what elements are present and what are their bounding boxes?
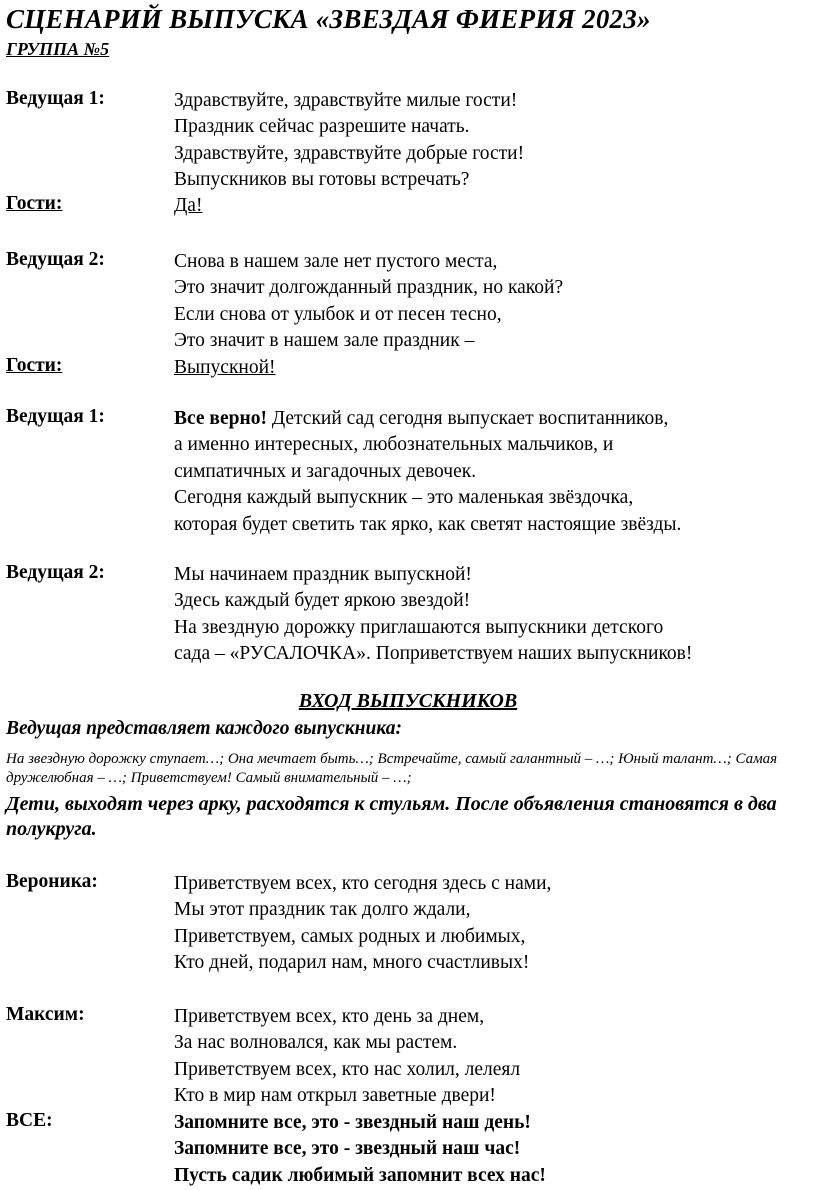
- speech-line: Приветствуем всех, кто нас холил, лелеял: [174, 1058, 521, 1080]
- speech-line: сада – «РУСАЛОЧКА». Поприветствуем наших выпускников!: [174, 643, 693, 665]
- speech-line: Выпускников вы готовы встречать?: [174, 169, 470, 191]
- speaker-label: Ведущая 1:: [6, 406, 105, 427]
- speech-line: Сегодня каждый выпускник – это маленькая звёздочка,: [174, 487, 634, 509]
- emphasis-text: Все верно!: [174, 408, 267, 429]
- speech-lines: [174, 871, 551, 977]
- speech-line: Здравствуйте, здравствуйте добрые гости!: [174, 142, 525, 164]
- speech-line: Если снова от улыбок и от песен тесно,: [174, 303, 502, 325]
- speech-lines: [174, 88, 524, 194]
- speech-line: Приветствуем, самых родных и любимых,: [174, 925, 526, 947]
- speech-line: которая будет светить так ярко, как светят настоящие звёзды.: [174, 513, 682, 535]
- speech-line: Пусть садик любимый запомнит всех нас!: [174, 1164, 546, 1186]
- speaker-label: Максим:: [6, 1004, 85, 1025]
- speech-line: Запомните все, это - звездный наш день!: [174, 1112, 531, 1133]
- speech-line: Запомните все, это - звездный наш час!: [174, 1138, 521, 1160]
- speech-line: Здравствуйте, здравствуйте милые гости!: [174, 90, 518, 111]
- speech-lines: [174, 406, 681, 538]
- speech-line: Приветствуем всех, кто сегодня здесь с нами,: [174, 873, 552, 894]
- group-subtitle: ГРУППА №5: [6, 39, 110, 59]
- speech-lines: [174, 249, 563, 355]
- section-heading: ВХОД ВЫПУСКНИКОВ: [298, 690, 518, 712]
- speech-line: Мы этот праздник так долго ждали,: [174, 899, 471, 921]
- speech-line: Это значит долгожданный праздник, но какой?: [174, 277, 564, 299]
- stage-direction: Ведущая представляет каждого выпускника:: [6, 718, 402, 739]
- speech-lines: [174, 355, 276, 381]
- speech-line: На звездную дорожку приглашаются выпускники детского: [174, 616, 664, 638]
- speaker-label: ВСЕ:: [6, 1110, 53, 1131]
- speech-lines: [174, 193, 202, 219]
- speech-line: [174, 406, 681, 432]
- speech-line: Это значит в нашем зале праздник –: [174, 330, 475, 352]
- stage-direction: Дети, выходят через арку, расходятся к стульям. После объявления становятся в два полукруга.: [6, 793, 777, 840]
- speaker-label: Гости:: [6, 355, 63, 376]
- speech-lines: [174, 1004, 520, 1110]
- speech-lines: [174, 1110, 546, 1189]
- speech-line: Кто дней, подарил нам, много счастливых!: [174, 952, 530, 974]
- speech-line: Снова в нашем зале нет пустого места,: [174, 251, 498, 272]
- speech-line: симпатичных и загадочных девочек.: [174, 460, 477, 482]
- speech-line: а именно интересных, любознательных мальчиков, и: [174, 434, 614, 456]
- speaker-label: Вероника:: [6, 871, 98, 892]
- speech-line: Приветствуем всех, кто день за днем,: [174, 1006, 485, 1027]
- speech-line: Да!: [174, 195, 203, 216]
- speech-line: Кто в мир нам открыл заветные двери!: [174, 1085, 496, 1107]
- page-title: СЦЕНАРИЙ ВЫПУСКА «ЗВЕЗДАЯ ФИЕРИЯ 2023»: [6, 4, 651, 34]
- speech-line: Здесь каждый будет яркою звездой!: [174, 590, 471, 612]
- speech-line: Мы начинаем праздник выпускной!: [174, 564, 472, 585]
- speaker-label: Ведущая 2:: [6, 249, 105, 270]
- speech-text: Детский сад сегодня выпускает воспитанников,: [266, 408, 669, 429]
- speaker-label: Ведущая 1:: [6, 88, 105, 109]
- speech-lines: [174, 562, 692, 668]
- speech-line: За нас волновался, как мы растем.: [174, 1032, 458, 1054]
- speech-line: Выпускной!: [174, 357, 276, 378]
- stage-direction-phrases: На звездную дорожку ступает…; Она мечтает быть…; Встречайте, самый галантный – …; Юный талант…; Самая дружелюбная – …; Приветствуем! Самый внимательный – …;: [6, 751, 778, 786]
- speaker-label: Ведущая 2:: [6, 562, 105, 583]
- speaker-label: Гости:: [6, 193, 63, 214]
- speech-line: Праздник сейчас разрешите начать.: [174, 116, 470, 138]
